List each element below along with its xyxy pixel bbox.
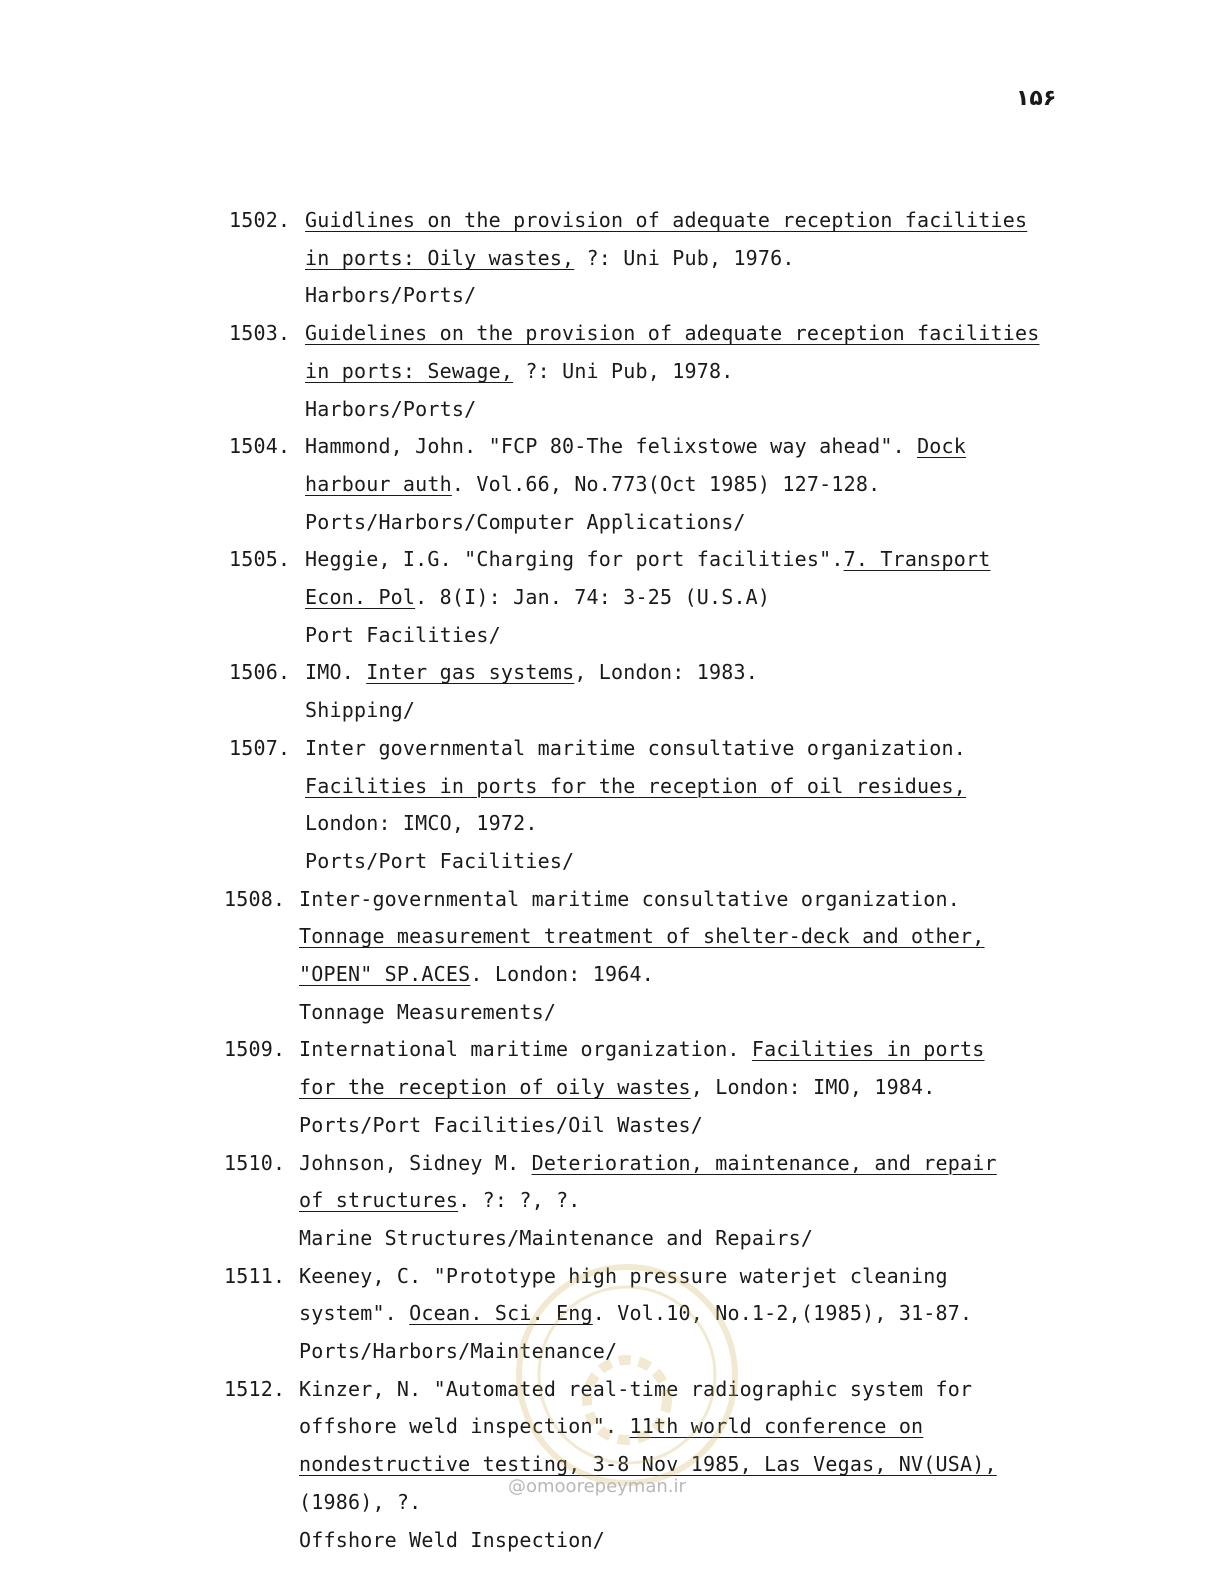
text-segment: International maritime organization.: [299, 1037, 752, 1062]
text-segment: offshore weld inspection".: [299, 1414, 630, 1439]
watermark-text: @omoorepeyman.ir: [508, 1476, 686, 1497]
entry-number: 1505.: [229, 547, 291, 572]
entry-line: [305, 660, 758, 684]
title-segment: Guidlines on the provision of adequate reception facilities: [305, 208, 1028, 232]
text-segment: Ports/Harbors/Maintenance/: [299, 1339, 618, 1363]
text-segment: Kinzer, N. "Automated real-time radiographic system for: [299, 1376, 973, 1401]
title-segment: harbour auth: [305, 471, 452, 496]
title-segment: 11th world conference on: [629, 1414, 924, 1439]
title-segment: Tonnage measurement treatment of shelter-deck and other,: [299, 924, 985, 949]
title-segment: Ocean. Sci. Eng: [409, 1301, 593, 1326]
title-segment: in ports: Oily wastes,: [305, 245, 575, 270]
entry-line: [299, 1151, 997, 1175]
entry-line: [299, 1528, 605, 1552]
entry-number: 1508.: [224, 886, 286, 911]
text-segment: Hammond, John. "FCP 80-The felixstowe way ahead".: [305, 434, 918, 459]
entry-line: [299, 1490, 421, 1514]
text-segment: Keeney, C. "Prototype high pressure waterjet cleaning: [299, 1263, 948, 1288]
entry-line: [305, 585, 770, 609]
entry-line: [305, 283, 476, 307]
text-segment: ?: Uni Pub, 1976.: [574, 245, 795, 270]
text-segment: ?: Uni Pub, 1978.: [513, 358, 734, 383]
text-segment: Marine Structures/Maintenance and Repairs/: [299, 1225, 814, 1250]
entry-line: [305, 359, 733, 383]
text-segment: Port Facilities/: [305, 622, 501, 647]
text-segment: Offshore Weld Inspection/: [299, 1527, 606, 1552]
entry-line: [299, 962, 654, 986]
entry-number: 1503.: [229, 321, 291, 346]
text-segment: . ?: ?, ?.: [458, 1188, 581, 1213]
title-segment: Guidelines on the provision of adequate reception facilities: [305, 321, 1040, 346]
entry-number: 1512.: [224, 1376, 286, 1401]
entry-line: [299, 887, 960, 911]
entry-line: [305, 510, 746, 534]
entry-line: [299, 1037, 985, 1061]
watermark-seal-icon: [512, 1260, 742, 1490]
title-segment: Dock: [917, 434, 967, 459]
entry-line: [305, 208, 1027, 232]
text-segment: Ports/Port Facilities/Oil Wastes/: [299, 1112, 703, 1137]
entry-line: [299, 1113, 703, 1137]
title-segment: "OPEN" SP.ACES: [299, 962, 471, 986]
entry-line: [299, 1226, 813, 1250]
title-segment: 7. Transport: [843, 547, 991, 572]
text-segment: Inter-governmental maritime consultative organization.: [299, 886, 961, 911]
title-segment: in ports: Sewage,: [305, 358, 514, 383]
text-segment: system".: [299, 1301, 410, 1326]
text-segment: London: IMCO, 1972.: [305, 811, 538, 836]
text-segment: Ports/Harbors/Computer Applications/: [305, 509, 746, 534]
text-segment: . Vol.10, No.1-2,(1985), 31-87.: [592, 1301, 973, 1326]
entry-line: [305, 547, 991, 571]
entry-number: 1509.: [224, 1037, 286, 1062]
entry-number: 1510.: [224, 1150, 286, 1175]
entry-line: [305, 623, 501, 647]
text-segment: Tonnage Measurements/: [299, 999, 557, 1024]
entry-line: [305, 397, 476, 421]
entry-number: 1506.: [229, 660, 291, 685]
title-segment: Deterioration, maintenance, and repair: [531, 1150, 997, 1175]
entry-line: [299, 1000, 556, 1024]
text-segment: , London: 1983.: [574, 660, 758, 685]
title-segment: Facilities in ports: [751, 1037, 985, 1062]
text-segment: , London: IMO, 1984.: [690, 1075, 936, 1100]
entry-line: [299, 1075, 936, 1099]
text-segment: Heggie, I.G. "Charging for port facilities".: [305, 547, 844, 572]
text-segment: Harbors/Ports/: [305, 283, 477, 308]
text-segment: Inter governmental maritime consultative organization.: [305, 735, 967, 760]
text-segment: IMO.: [305, 660, 367, 685]
text-segment: Shipping/: [305, 698, 416, 723]
title-segment: nondestructive testing, 3-8 Nov 1985, Las Vegas, NV(USA),: [299, 1452, 997, 1477]
title-segment: Econ. Pol: [305, 585, 416, 609]
title-segment: of structures: [299, 1188, 459, 1213]
text-segment: (1986), ?.: [299, 1489, 422, 1514]
entry-line: [305, 811, 538, 835]
title-segment: Facilities in ports for the reception of oil residues,: [305, 773, 967, 798]
entry-line: [305, 849, 574, 873]
text-segment: . 8(I): Jan. 74: 3-25 (U.S.A): [415, 585, 771, 609]
text-segment: Ports/Port Facilities/: [305, 848, 575, 873]
text-segment: . London: 1964.: [470, 962, 654, 986]
title-segment: Inter gas systems: [366, 660, 575, 685]
text-segment: . Vol.66, No.773(Oct 1985) 127-128.: [451, 471, 881, 496]
entry-number: 1504.: [229, 434, 291, 459]
entry-line: [305, 698, 415, 722]
entry-line: [305, 246, 795, 270]
entry-line: [305, 321, 1039, 345]
entry-line: [305, 736, 966, 760]
entry-line: [299, 1188, 581, 1212]
text-segment: Johnson, Sidney M.: [299, 1150, 532, 1175]
entry-number: 1507.: [229, 735, 291, 760]
entry-number: 1511.: [224, 1263, 286, 1288]
page-number: ۱۵۶: [1016, 86, 1057, 111]
entry-number: 1502.: [229, 208, 291, 232]
entry-line: [305, 774, 966, 798]
text-segment: Harbors/Ports/: [305, 396, 477, 421]
entry-line: [299, 924, 985, 948]
entry-line: [305, 472, 880, 496]
entry-line: [305, 434, 966, 458]
title-segment: for the reception of oily wastes: [299, 1075, 691, 1100]
